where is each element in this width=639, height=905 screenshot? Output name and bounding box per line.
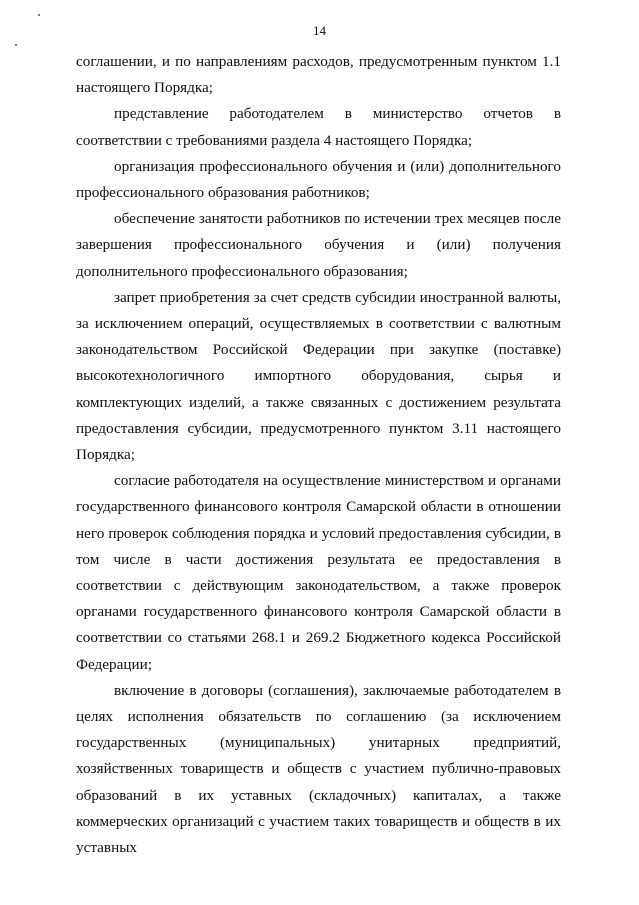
paragraph: обеспечение занятости работников по истечении трех месяцев после завершения профессионального обучения и (или) получения дополнительного профессионального образования; (76, 210, 561, 280)
paragraph: согласие работодателя на осуществление министерством и органами государственного финансового контроля Самарской области в отношении него проверок соблюдения порядка и условий предоставления субсидии, в том числе в части достижения результата ее предоставления в соответствии с действующим законодательством, а также проверок органами государственного финансового контроля Самарской области в соответствии со статьями 268.1 и 269.2 Бюджетного кодекса Российской Федерации; (76, 472, 561, 673)
paragraph: включение в договоры (соглашения), заключаемые работодателем в целях исполнения обязательств по соглашению (за исключением государственных (муниципальных) унитарных предприятий, хозяйственных товариществ и обществ с участием публично-правовых образований в их уставных (складочных) капиталах, а также коммерческих организаций с участием таких товариществ и обществ в их уставных (76, 681, 561, 857)
scan-artifact (15, 44, 17, 46)
paragraph: представление работодателем в министерство отчетов в соответствии с требованиями раздела 4 настоящего Порядка; (76, 105, 561, 149)
paragraph: соглашении, и по направлениям расходов, предусмотренным пунктом 1.1 настоящего Порядка; (76, 53, 561, 97)
scan-artifact (38, 14, 40, 16)
page-number: 14 (313, 23, 326, 38)
paragraph: организация профессионального обучения и (или) дополнительного профессионального образования работников; (76, 157, 561, 202)
document-body (76, 49, 561, 861)
paragraph: запрет приобретения за счет средств субсидии иностранной валюты, за исключением операций, осуществляемых в соответствии с валютным законодательством Российской Федерации при закупке (поставке) высокотехнологичного импортного оборудования, сырья и комплектующих изделий, а также связанных с достижением результата предоставления субсидии, предусмотренного пунктом 3.11 настоящего Порядка; (76, 288, 561, 464)
